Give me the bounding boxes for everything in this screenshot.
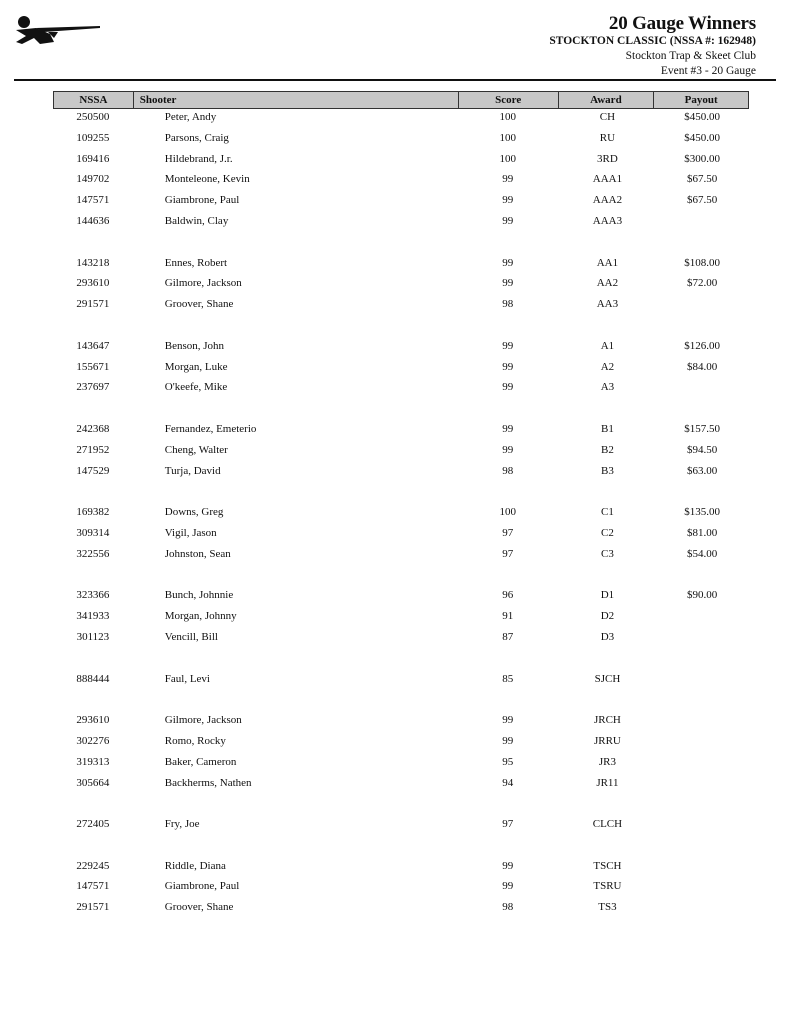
cell-award: C3 <box>601 547 614 560</box>
cell-nssa: 169416 <box>76 152 110 165</box>
table-row <box>53 256 749 277</box>
cell-payout <box>655 630 749 651</box>
cell-award: B2 <box>601 443 614 456</box>
cell-award: JR3 <box>598 755 616 768</box>
cell-nssa: 309314 <box>76 526 110 539</box>
cell-shooter: Baldwin, Clay <box>164 214 229 227</box>
cell-nssa: 301123 <box>76 630 110 643</box>
table-row <box>53 276 749 297</box>
cell-score: 99 <box>502 256 514 269</box>
cell-shooter: Vencill, Bill <box>164 630 218 643</box>
cell-payout <box>655 214 749 235</box>
cell-payout: $90.00 <box>687 589 718 602</box>
cell-payout: $450.00 <box>684 131 721 144</box>
cell-payout: $94.50 <box>687 443 718 456</box>
cell-award: D3 <box>600 630 615 643</box>
row-spacer <box>53 651 749 672</box>
cell-shooter: Backherms, Nathen <box>164 776 252 789</box>
cell-nssa: 237697 <box>76 381 110 394</box>
cell-score: 99 <box>502 859 514 872</box>
cell-award: C1 <box>601 506 614 519</box>
cell-payout: $63.00 <box>687 464 718 477</box>
cell-shooter: Johnston, Sean <box>164 547 231 560</box>
table-row <box>53 131 749 152</box>
cell-award: B1 <box>601 422 614 435</box>
cell-shooter: Fry, Joe <box>164 818 200 831</box>
cell-award: A3 <box>600 381 615 394</box>
table-header <box>53 91 749 109</box>
table-row <box>53 297 749 318</box>
table-row <box>53 360 749 381</box>
table-row <box>53 110 749 131</box>
cell-nssa: 147571 <box>76 880 110 893</box>
cell-payout <box>655 776 749 797</box>
cell-shooter: Morgan, Luke <box>164 360 228 373</box>
table-row <box>53 339 749 360</box>
cell-award: AA2 <box>596 277 619 290</box>
cell-score: 98 <box>502 298 514 311</box>
cell-award: SJCH <box>594 672 621 685</box>
event-name: STOCKTON CLASSIC (NSSA #: 162948) <box>549 35 756 47</box>
cell-nssa: 888444 <box>76 672 110 685</box>
table-row <box>53 464 749 485</box>
cell-award: TSCH <box>593 859 622 872</box>
cell-nssa: 305664 <box>76 776 110 789</box>
cell-score: 99 <box>502 214 514 227</box>
cell-score: 99 <box>502 173 514 186</box>
cell-nssa: 147529 <box>76 464 110 477</box>
table-row <box>53 380 749 401</box>
cell-shooter: Gilmore, Jackson <box>164 714 242 727</box>
cell-nssa: 242368 <box>76 422 110 435</box>
cell-score: 98 <box>502 901 514 914</box>
cell-nssa: 293610 <box>76 277 110 290</box>
row-spacer <box>53 318 749 339</box>
report-header <box>549 14 756 79</box>
cell-award: C2 <box>601 526 614 539</box>
cell-score: 97 <box>502 526 514 539</box>
cell-nssa: 155671 <box>76 360 110 373</box>
cell-payout <box>655 900 749 921</box>
table-row <box>53 817 749 838</box>
cell-award: D2 <box>600 610 615 623</box>
cell-nssa: 109255 <box>76 131 110 144</box>
shooter-logo-icon <box>14 14 102 50</box>
cell-score: 94 <box>502 776 514 789</box>
cell-award: D1 <box>600 589 615 602</box>
cell-award: AA3 <box>596 298 619 311</box>
header-divider <box>14 79 776 81</box>
cell-score: 99 <box>502 194 514 207</box>
cell-award: AAA3 <box>592 214 623 227</box>
table-row <box>53 422 749 443</box>
cell-shooter: Downs, Greg <box>164 506 224 519</box>
col-header-nssa: NSSA <box>54 92 134 108</box>
cell-award: B3 <box>601 464 614 477</box>
cell-payout: $54.00 <box>687 547 718 560</box>
cell-score: 97 <box>502 818 514 831</box>
cell-score: 99 <box>502 443 514 456</box>
cell-shooter: Turja, David <box>164 464 221 477</box>
cell-nssa: 149702 <box>76 173 110 186</box>
cell-nssa: 293610 <box>76 714 110 727</box>
cell-award: A2 <box>600 360 615 373</box>
cell-score: 100 <box>499 152 516 165</box>
cell-shooter: Romo, Rocky <box>164 734 226 747</box>
cell-award: 3RD <box>597 152 618 165</box>
col-header-score: Score <box>459 92 559 108</box>
cell-nssa: 169382 <box>76 506 110 519</box>
cell-payout: $67.50 <box>687 173 718 186</box>
cell-shooter: Baker, Cameron <box>164 755 237 768</box>
cell-award: CH <box>599 111 616 123</box>
table-row <box>53 526 749 547</box>
report-title: 20 Gauge Winners <box>608 13 756 34</box>
col-header-award: Award <box>559 92 655 108</box>
cell-shooter: Morgan, Johnny <box>164 610 237 623</box>
cell-nssa: 291571 <box>76 298 110 311</box>
cell-payout: $108.00 <box>684 256 721 269</box>
cell-nssa: 143218 <box>76 256 110 269</box>
table-row <box>53 713 749 734</box>
cell-award: JR11 <box>596 776 619 789</box>
row-spacer <box>53 568 749 589</box>
cell-nssa: 143647 <box>76 339 110 352</box>
table-row <box>53 505 749 526</box>
cell-payout <box>655 734 749 755</box>
cell-payout: $157.50 <box>684 422 721 435</box>
cell-score: 100 <box>499 506 516 519</box>
cell-nssa: 144636 <box>76 214 110 227</box>
cell-shooter: Riddle, Diana <box>164 859 226 872</box>
col-header-payout: Payout <box>684 94 718 106</box>
row-spacer <box>53 401 749 422</box>
table-row <box>53 672 749 693</box>
club-name: Stockton Trap & Skeet Club <box>625 50 756 62</box>
cell-payout <box>655 859 749 880</box>
cell-nssa: 291571 <box>76 901 110 914</box>
cell-shooter: Fernandez, Emeterio <box>164 422 257 435</box>
table-row <box>53 734 749 755</box>
cell-shooter: Bunch, Johnnie <box>164 589 234 602</box>
cell-nssa: 229245 <box>76 859 110 872</box>
cell-nssa: 250500 <box>76 111 110 123</box>
table-row <box>53 609 749 630</box>
cell-nssa: 272405 <box>76 818 110 831</box>
cell-score: 87 <box>502 630 514 643</box>
table-row <box>53 443 749 464</box>
cell-shooter: Peter, Andy <box>164 111 217 123</box>
cell-payout <box>655 297 749 318</box>
table-row <box>53 879 749 900</box>
cell-score: 99 <box>502 381 514 394</box>
cell-award: A1 <box>600 339 615 352</box>
cell-score: 95 <box>502 755 514 768</box>
cell-shooter: Hildebrand, J.r. <box>164 152 233 165</box>
cell-score: 99 <box>502 734 514 747</box>
cell-payout <box>655 713 749 734</box>
table-row <box>53 630 749 651</box>
cell-score: 100 <box>499 131 516 144</box>
table-row <box>53 588 749 609</box>
cell-payout: $126.00 <box>684 339 721 352</box>
cell-shooter: Ennes, Robert <box>164 256 228 269</box>
cell-shooter: Giambrone, Paul <box>164 880 240 893</box>
cell-score: 99 <box>502 422 514 435</box>
cell-award: TS3 <box>598 901 617 914</box>
cell-payout: $450.00 <box>684 111 721 123</box>
cell-nssa: 319313 <box>76 755 110 768</box>
cell-nssa: 302276 <box>76 734 110 747</box>
cell-payout <box>655 755 749 776</box>
cell-score: 99 <box>502 277 514 290</box>
col-header-shooter: Shooter <box>134 92 459 108</box>
table-row <box>53 900 749 921</box>
cell-award: AAA1 <box>592 173 623 186</box>
cell-payout <box>655 609 749 630</box>
cell-nssa: 147571 <box>76 194 110 207</box>
cell-score: 98 <box>502 464 514 477</box>
cell-score: 99 <box>502 714 514 727</box>
cell-award: RU <box>599 131 616 144</box>
cell-shooter: Benson, John <box>164 339 225 352</box>
table-row <box>53 172 749 193</box>
cell-payout <box>655 380 749 401</box>
cell-nssa: 271952 <box>76 443 110 456</box>
event-number: Event #3 - 20 Gauge <box>660 65 756 77</box>
cell-payout: $72.00 <box>687 277 718 290</box>
cell-payout <box>655 672 749 693</box>
cell-shooter: Groover, Shane <box>164 298 234 311</box>
cell-shooter: O'keefe, Mike <box>164 381 228 394</box>
cell-payout <box>655 817 749 838</box>
cell-nssa: 322556 <box>76 547 110 560</box>
cell-award: CLCH <box>592 818 623 831</box>
cell-payout: $135.00 <box>684 506 721 519</box>
cell-award: TSRU <box>593 880 622 893</box>
winners-table <box>53 110 749 921</box>
row-spacer <box>53 838 749 859</box>
table-row <box>53 193 749 214</box>
table-row <box>53 547 749 568</box>
cell-score: 99 <box>502 360 514 373</box>
cell-shooter: Monteleone, Kevin <box>164 173 250 186</box>
row-spacer <box>53 484 749 505</box>
table-row <box>53 214 749 235</box>
cell-award: AA1 <box>596 256 619 269</box>
cell-award: JRRU <box>593 734 621 747</box>
cell-shooter: Cheng, Walter <box>164 443 228 456</box>
row-spacer <box>53 692 749 713</box>
cell-shooter: Parsons, Craig <box>164 131 229 144</box>
cell-award: JRCH <box>593 714 621 727</box>
cell-shooter: Gilmore, Jackson <box>164 277 242 290</box>
cell-shooter: Vigil, Jason <box>164 526 217 539</box>
row-spacer <box>53 235 749 256</box>
cell-nssa: 323366 <box>76 589 110 602</box>
cell-score: 99 <box>502 880 514 893</box>
cell-payout: $300.00 <box>684 152 721 165</box>
row-spacer <box>53 796 749 817</box>
table-row <box>53 755 749 776</box>
table-row <box>53 776 749 797</box>
cell-score: 97 <box>502 547 514 560</box>
cell-shooter: Giambrone, Paul <box>164 194 240 207</box>
cell-score: 99 <box>502 339 514 352</box>
cell-payout: $67.50 <box>687 194 718 207</box>
cell-score: 100 <box>499 111 516 123</box>
table-row <box>53 859 749 880</box>
cell-shooter: Groover, Shane <box>164 901 234 914</box>
cell-nssa: 341933 <box>76 610 110 623</box>
cell-score: 85 <box>502 672 514 685</box>
cell-payout: $84.00 <box>687 360 718 373</box>
cell-shooter: Faul, Levi <box>164 672 210 685</box>
cell-payout <box>655 879 749 900</box>
cell-payout: $81.00 <box>687 526 718 539</box>
cell-score: 91 <box>502 610 514 623</box>
cell-award: AAA2 <box>592 194 623 207</box>
cell-score: 96 <box>502 589 514 602</box>
table-row <box>53 152 749 173</box>
